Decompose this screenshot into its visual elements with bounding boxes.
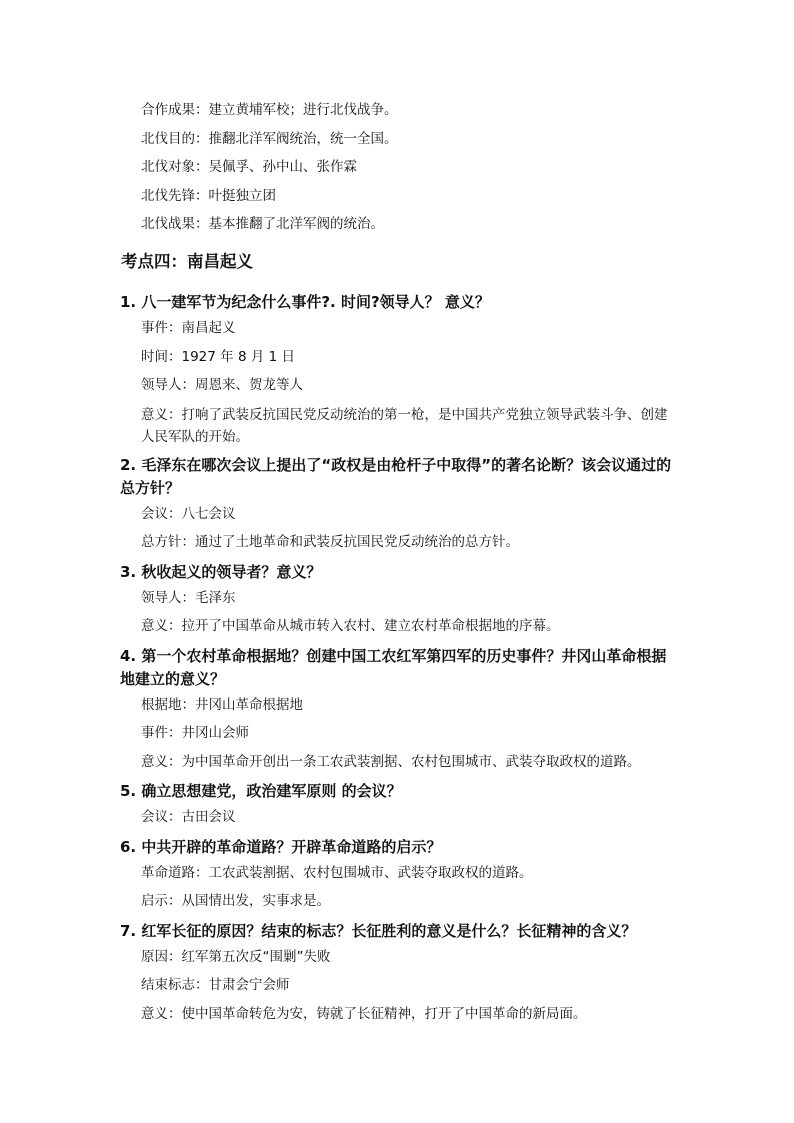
answer-4-base: 根据地：井冈山革命根据地: [141, 696, 303, 713]
answer-3-significance: 意义：拉开了中国革命从城市转入农村、建立农村革命根据地的序幕。: [141, 618, 560, 634]
answer-1-significance: 意义：打响了武装反抗国民党反动统治的第一枪，是中国共产党独立领导武装斗争、创建人民军队的开始。: [141, 406, 668, 445]
qa-list: [120, 291, 680, 1028]
answer-6-road: 革命道路：工农武装割据、农村包围城市、武装夺取政权的道路。: [141, 864, 533, 881]
answer-1-event: 事件：南昌起义: [141, 320, 236, 336]
answer-4-significance: 意义：为中国革命开创出一条工农武装割据、农村包围城市、武装夺取政权的道路。: [141, 753, 641, 770]
intro-line-cooperation-result: 合作成果：建立黄埔军校；进行北伐战争。: [141, 102, 398, 118]
intro-block: [141, 96, 701, 239]
section-heading: 考点四：南昌起义: [121, 252, 253, 271]
question-1: 1. 八一建军节为纪念什么事件?. 时间?领导人？ 意义？: [120, 293, 490, 311]
answer-7-significance: 意义：使中国革命转危为安，铸就了长征精神，打开了中国革命的新局面。: [141, 1005, 587, 1022]
intro-line-expedition-outcome: 北伐战果：基本推翻了北洋军阀的统治。: [141, 216, 384, 232]
intro-line-expedition-vanguard: 北伐先锋：叶挺独立团: [141, 187, 276, 204]
question-7: 7. 红军长征的原因？结束的标志？长征胜利的意义是什么？长征精神的含义？: [120, 921, 637, 940]
question-2: 2. 毛泽东在哪次会议上提出了“政权是由枪杆子中取得”的著名论断？该会议通过的总方针？: [120, 455, 672, 497]
answer-4-event: 事件：井冈山会师: [141, 725, 249, 741]
answer-7-end-marker: 结束标志：甘肃会宁会师: [141, 977, 290, 993]
answer-5-meeting: 会议：古田会议: [141, 809, 236, 825]
answer-1-leaders: 领导人：周恩来、贺龙等人: [141, 377, 303, 393]
intro-line-expedition-targets: 北伐对象：吴佩孚、孙中山、张作霖: [141, 159, 357, 175]
answer-2-meeting: 会议：八七会议: [141, 505, 236, 522]
answer-7-cause: 原因：红军第五次反“围剿”失败: [141, 948, 331, 965]
question-6: 6. 中共开辟的革命道路？开辟革命道路的启示？: [120, 837, 442, 856]
answer-2-policy: 总方针：通过了土地革命和武装反抗国民党反动统治的总方针。: [141, 534, 519, 550]
question-4: 4. 第一个农村革命根据地？创建中国工农红军第四军的历史事件？井冈山革命根据地建立的意义？: [120, 646, 667, 688]
question-3: 3. 秋收起义的领导者？意义？: [120, 562, 322, 581]
answer-6-lesson: 启示：从国情出发，实事求是。: [141, 893, 330, 909]
answer-1-time: 时间：1927 年 8 月 1 日: [141, 348, 295, 365]
question-5: 5. 确立思想建党，政治建军原则 的会议？: [120, 782, 402, 800]
intro-line-expedition-goal: 北伐目的：推翻北洋军阀统治，统一全国。: [141, 130, 398, 147]
answer-3-leader: 领导人：毛泽东: [141, 589, 236, 606]
